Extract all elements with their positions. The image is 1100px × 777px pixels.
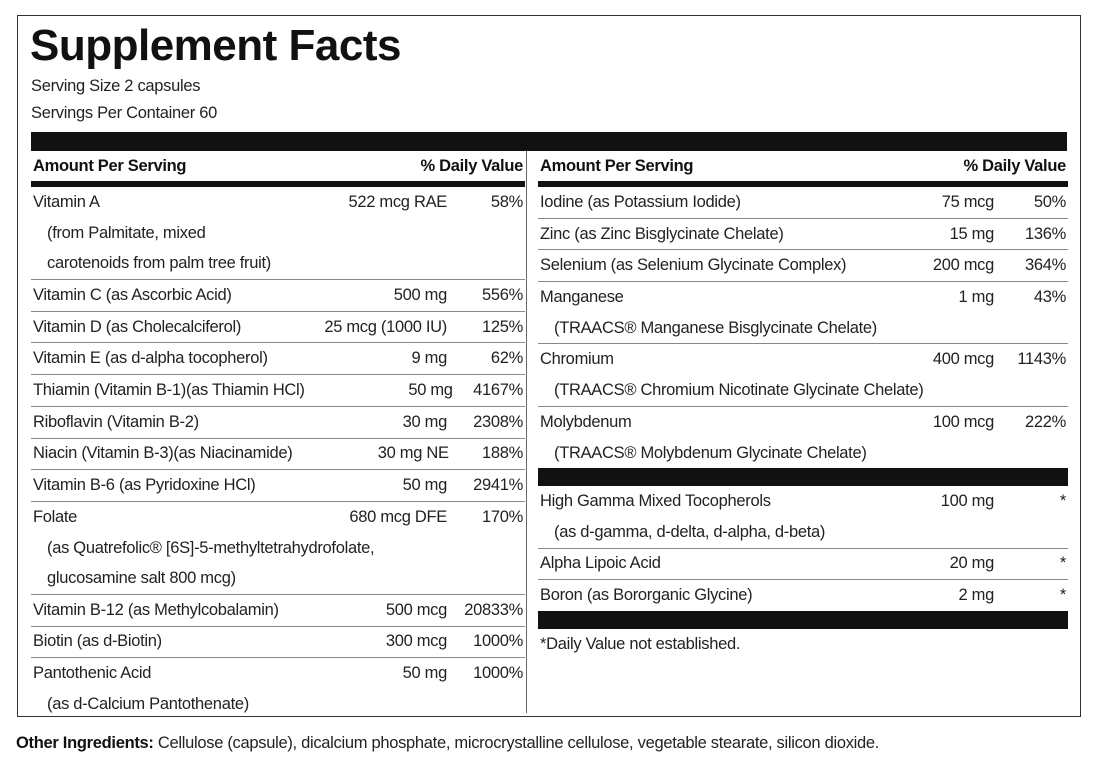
nutrient-amount: 522 mcg RAE — [348, 192, 447, 211]
nutrient-row — [538, 486, 1068, 548]
nutrient-name: Molybdenum — [540, 412, 632, 431]
nutrient-row — [538, 344, 1068, 406]
nutrient-amount: 15 mg — [949, 224, 994, 243]
other-ingredients-label: Other Ingredients: — [16, 734, 154, 752]
nutrient-daily-value: * — [1059, 554, 1066, 573]
nutrient-row — [31, 658, 525, 719]
nutrient-amount: 200 mcg — [932, 256, 994, 275]
nutrient-line — [538, 219, 1068, 250]
nutrient-name: Manganese — [540, 287, 624, 306]
nutrient-row — [31, 595, 525, 627]
nutrient-line — [31, 407, 525, 438]
nutrient-name: Vitamin B-12 (as Methylcobalamin) — [33, 600, 279, 619]
nutrient-source-note: (as Quatrefolic® [6S]-5-methyltetrahydrofolate, — [47, 538, 375, 557]
nutrient-daily-value: 188% — [481, 444, 523, 463]
nutrient-line — [31, 343, 525, 374]
nutrient-line — [31, 187, 525, 218]
nutrient-name: High Gamma Mixed Tocopherols — [540, 492, 771, 511]
nutrient-name: Riboflavin (Vitamin B-2) — [33, 412, 199, 431]
nutrient-amount: 25 mcg (1000 IU) — [324, 317, 447, 336]
nutrient-amount: 50 mg — [402, 664, 447, 683]
nutrient-line — [538, 250, 1068, 281]
section-rule — [538, 468, 1068, 486]
nutrient-row — [31, 439, 525, 471]
nutrient-row — [538, 549, 1068, 581]
nutrient-source-note: glucosamine salt 800 mcg) — [47, 569, 236, 588]
daily-value-heading: % Daily Value — [420, 156, 523, 175]
amount-per-serving-heading: Amount Per Serving — [33, 156, 187, 175]
nutrient-row — [31, 470, 525, 502]
nutrient-row — [31, 312, 525, 344]
section-rule — [538, 611, 1068, 629]
servings-per-container: Servings Per Container 60 — [31, 104, 218, 122]
nutrient-line — [31, 627, 525, 658]
nutrient-line — [538, 282, 1068, 313]
nutrient-amount: 30 mg — [402, 412, 447, 431]
nutrient-amount: 20 mg — [949, 554, 994, 573]
nutrient-amount: 500 mcg — [385, 600, 447, 619]
nutrient-row — [31, 627, 525, 659]
nutrient-name: Thiamin (Vitamin B-1)(as Thiamin HCl) — [33, 380, 305, 399]
nutrient-name: Vitamin A — [33, 192, 100, 211]
nutrient-daily-value: 2308% — [473, 412, 523, 431]
nutrient-daily-value: 125% — [481, 317, 523, 336]
nutrient-daily-value: 556% — [481, 285, 523, 304]
nutrient-name: Zinc (as Zinc Bisglycinate Chelate) — [540, 224, 784, 243]
nutrient-amount: 50 mg — [408, 380, 453, 399]
nutrient-amount: 100 mg — [940, 492, 994, 511]
supplement-facts-panel — [17, 15, 1081, 717]
nutrient-row — [31, 407, 525, 439]
nutrient-amount: 500 mg — [393, 285, 447, 304]
nutrient-line — [538, 549, 1068, 580]
nutrient-source-note: (as d-gamma, d-delta, d-alpha, d-beta) — [554, 522, 826, 541]
nutrient-source-note: (from Palmitate, mixed — [47, 223, 206, 242]
nutrient-row — [538, 187, 1068, 219]
nutrient-daily-value: 2941% — [473, 476, 523, 495]
nutrient-daily-value: 1000% — [473, 664, 523, 683]
nutrient-name: Iodine (as Potassium Iodide) — [540, 192, 741, 211]
nutrient-row — [538, 219, 1068, 251]
right-other-list — [538, 486, 1068, 611]
right-column — [538, 151, 1068, 660]
nutrient-amount: 680 mcg DFE — [349, 507, 447, 526]
nutrient-amount: 400 mcg — [932, 350, 994, 369]
panel-title: Supplement Facts — [30, 21, 401, 70]
nutrient-name: Vitamin D (as Cholecalciferol) — [33, 317, 242, 336]
nutrient-name: Folate — [33, 507, 78, 526]
other-ingredients — [16, 734, 879, 753]
nutrient-name: Chromium — [540, 350, 614, 369]
nutrient-name: Vitamin C (as Ascorbic Acid) — [33, 285, 232, 304]
nutrient-source-note: (as d-Calcium Pantothenate) — [47, 695, 249, 713]
nutrient-row — [31, 343, 525, 375]
left-nutrient-list — [31, 187, 525, 720]
top-thick-rule — [31, 132, 1067, 151]
nutrient-amount: 50 mg — [402, 476, 447, 495]
right-nutrient-list — [538, 187, 1068, 468]
nutrient-daily-value: 222% — [1024, 412, 1066, 431]
nutrient-daily-value: 50% — [1033, 192, 1066, 211]
nutrient-row — [31, 502, 525, 595]
nutrient-amount: 30 mg NE — [377, 444, 449, 463]
nutrient-source-note: (TRAACS® Molybdenum Glycinate Chelate) — [554, 443, 867, 462]
nutrient-line — [31, 375, 525, 406]
nutrient-daily-value: 170% — [481, 507, 523, 526]
nutrient-line — [31, 470, 525, 501]
nutrient-line — [31, 439, 525, 470]
nutrient-row — [31, 280, 525, 312]
nutrient-daily-value: 364% — [1024, 256, 1066, 275]
nutrient-line — [538, 344, 1068, 375]
nutrient-line — [31, 312, 525, 343]
nutrient-row — [538, 250, 1068, 282]
nutrient-daily-value: * — [1059, 492, 1066, 511]
left-column-header — [31, 151, 525, 181]
nutrient-amount: 9 mg — [411, 349, 447, 368]
nutrient-line — [538, 187, 1068, 218]
nutrient-source-note: (TRAACS® Chromium Nicotinate Glycinate Chelate) — [554, 381, 924, 400]
nutrient-daily-value: 4167% — [473, 380, 523, 399]
amount-per-serving-heading: Amount Per Serving — [540, 156, 694, 175]
nutrient-daily-value: 20833% — [464, 600, 523, 619]
nutrient-name: Biotin (as d-Biotin) — [33, 632, 162, 651]
serving-size: Serving Size 2 capsules — [31, 77, 201, 95]
nutrient-name: Vitamin E (as d-alpha tocopherol) — [33, 349, 268, 368]
nutrient-amount: 2 mg — [958, 586, 994, 605]
nutrient-line — [31, 280, 525, 311]
nutrient-amount: 100 mcg — [932, 412, 994, 431]
nutrient-source-note: carotenoids from palm tree fruit) — [47, 254, 271, 273]
nutrient-daily-value: 58% — [490, 192, 523, 211]
nutrient-amount: 75 mcg — [941, 192, 994, 211]
nutrient-row — [538, 407, 1068, 468]
nutrient-amount: 300 mcg — [385, 632, 447, 651]
nutrient-daily-value: 43% — [1033, 287, 1066, 306]
nutrient-line — [538, 580, 1068, 611]
column-divider — [526, 151, 527, 713]
nutrient-source-note: (TRAACS® Manganese Bisglycinate Chelate) — [554, 318, 877, 337]
nutrient-row — [31, 375, 525, 407]
other-ingredients-text: Cellulose (capsule), dicalcium phosphate, microcrystalline cellulose, vegetable stearate, silicon dioxide. — [153, 734, 880, 752]
left-column — [31, 151, 525, 720]
footnote: *Daily Value not established. — [540, 634, 741, 653]
nutrient-amount: 1 mg — [958, 287, 994, 306]
nutrient-line — [31, 502, 525, 533]
nutrient-daily-value: * — [1059, 586, 1066, 605]
nutrient-row — [31, 187, 525, 280]
nutrient-line — [538, 407, 1068, 438]
nutrient-row — [538, 580, 1068, 611]
nutrient-name: Niacin (Vitamin B-3)(as Niacinamide) — [33, 444, 293, 463]
nutrient-name: Vitamin B-6 (as Pyridoxine HCl) — [33, 476, 256, 495]
nutrient-name: Pantothenic Acid — [33, 664, 152, 683]
nutrient-name: Selenium (as Selenium Glycinate Complex) — [540, 256, 847, 275]
daily-value-heading: % Daily Value — [963, 156, 1066, 175]
nutrient-line — [538, 486, 1068, 517]
nutrient-daily-value: 1000% — [473, 632, 523, 651]
nutrient-row — [538, 282, 1068, 344]
nutrient-daily-value: 136% — [1024, 224, 1066, 243]
nutrient-name: Boron (as Bororganic Glycine) — [540, 586, 753, 605]
nutrient-line — [31, 595, 525, 626]
nutrient-daily-value: 1143% — [1017, 350, 1066, 369]
right-column-header — [538, 151, 1068, 181]
nutrient-daily-value: 62% — [490, 349, 523, 368]
nutrient-name: Alpha Lipoic Acid — [540, 554, 661, 573]
nutrient-line — [31, 658, 525, 689]
